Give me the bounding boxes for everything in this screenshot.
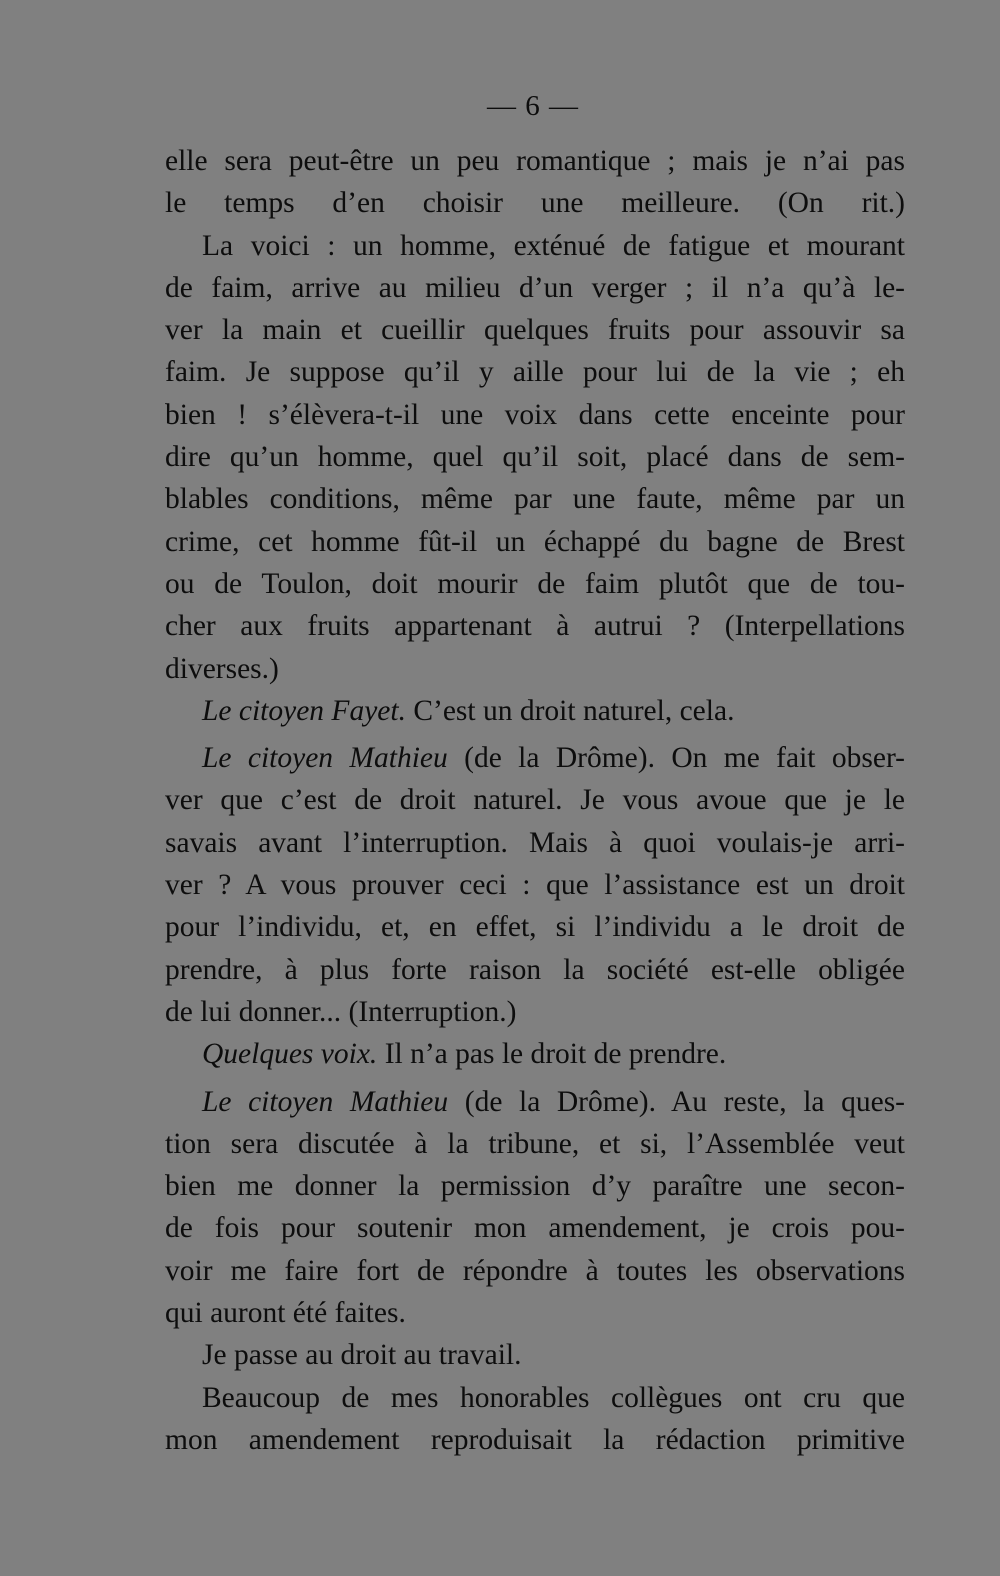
text-line: cher aux fruits appartenant à autrui ? (Interpellations <box>165 610 905 643</box>
text-line: faim. Je suppose qu’il y aille pour lui de la vie ; eh <box>165 356 905 389</box>
text-line: tion sera discutée à la tribune, et si, l’Assemblée veut <box>165 1127 905 1160</box>
speech-line <box>165 737 905 779</box>
text-line: bien me donner la permission d’y paraître une secon- <box>165 1170 905 1203</box>
speaker-name: Le citoyen Fayet. <box>202 694 406 727</box>
speech-line <box>165 1033 905 1075</box>
text-line: savais avant l’interruption. Mais à quoi voulais-je arri- <box>165 826 905 859</box>
text-line: Beaucoup de mes honorables collègues ont cru que <box>202 1381 905 1414</box>
text-line: crime, cet homme fût-il un échappé du bagne de Brest <box>165 525 905 558</box>
text-line: La voici : un homme, exténué de fatigue et mourant <box>202 229 905 262</box>
text-line: Je passe au droit au travail. <box>202 1339 522 1372</box>
text-line: le temps d’en choisir une meilleure. (On rit.) <box>165 187 905 220</box>
text-line: ou de Toulon, doit mourir de faim plutôt que de tou- <box>165 567 905 600</box>
speech-text: Il n’a pas le droit de prendre. <box>377 1038 727 1071</box>
speech-text: (de la Drôme). On me fait obser- <box>447 742 905 775</box>
text-line: de faim, arrive au milieu d’un verger ; il n’a qu’à le- <box>165 271 905 304</box>
speech-line <box>165 690 905 732</box>
text-line: qui auront été faites. <box>165 1297 406 1330</box>
text-line: de fois pour soutenir mon amendement, je crois pou- <box>165 1212 905 1245</box>
speaker-name: Le citoyen Mathieu <box>202 742 448 775</box>
text-line: mon amendement reproduisait la rédaction primitive <box>165 1423 905 1456</box>
speech-text: (de la Drôme). Au reste, la ques- <box>448 1085 905 1118</box>
page-number: — 6 — <box>487 90 579 122</box>
text-line: voir me faire fort de répondre à toutes les observations <box>165 1254 905 1287</box>
text-line: de lui donner... (Interruption.) <box>165 995 517 1028</box>
speech-line <box>165 1081 905 1123</box>
text-line: elle sera peut-être un peu romantique ; mais je n’ai pas <box>165 145 905 177</box>
text-line: ver ? A vous prouver ceci : que l’assistance est un droit <box>165 869 905 902</box>
speaker-name: Le citoyen Mathieu <box>202 1085 449 1118</box>
text-line: bien ! s’élèvera-t-il une voix dans cette enceinte pour <box>165 398 905 431</box>
text-line: ver la main et cueillir quelques fruits pour assouvir sa <box>165 314 905 347</box>
text-line: pour l’individu, et, en effet, si l’individu a le droit de <box>165 911 905 944</box>
body-text <box>165 140 905 1461</box>
text-line: ver que c’est de droit naturel. Je vous avoue que je le <box>165 784 905 817</box>
text-line: prendre, à plus forte raison la société est-elle obligée <box>165 953 905 986</box>
speaker-name: Quelques voix. <box>202 1038 378 1071</box>
text-line: diverses.) <box>165 652 279 685</box>
text-line: dire qu’un homme, quel qu’il soit, placé dans de sem- <box>165 441 905 474</box>
text-line: blables conditions, même par une faute, même par un <box>165 483 905 516</box>
speech-text: C’est un droit naturel, cela. <box>405 694 735 727</box>
